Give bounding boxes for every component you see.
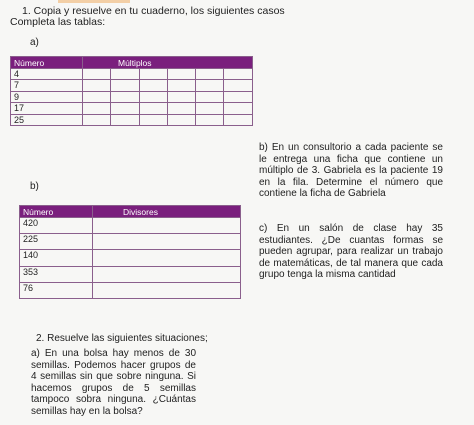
multiples-blank-cell <box>83 80 111 91</box>
multiples-blank-cell <box>111 80 139 91</box>
multiples-row-number: 17 <box>11 103 83 114</box>
multiples-blank-cell <box>196 114 224 125</box>
label-b: b) <box>30 181 39 192</box>
multiples-blank-cell <box>139 91 167 102</box>
divisors-header-number: Número <box>20 206 93 218</box>
divisors-header-row <box>20 206 241 218</box>
multiples-row-number: 4 <box>11 69 83 80</box>
divisors-row <box>20 234 241 250</box>
divisors-blank-cell <box>93 218 241 234</box>
multiples-blank-cell <box>111 69 139 80</box>
divisors-row-number: 76 <box>20 282 93 298</box>
multiples-blank-cell <box>111 91 139 102</box>
problem-c-text: c) En un salón de clase hay 35 estudiantes. ¿De cuantas formas se pueden agrupar, para realizar un trabajo de matemáticas, de tal manera que cada grupo tenga la misma cantidad <box>259 223 443 280</box>
multiples-blank-cell <box>196 80 224 91</box>
multiples-header-number: Número <box>11 57 83 69</box>
instruction-subheading: Completa las tablas: <box>10 16 106 28</box>
divisors-row <box>20 282 241 298</box>
multiples-blank-cell <box>167 69 195 80</box>
divisors-row <box>20 250 241 266</box>
multiples-blank-cell <box>111 103 139 114</box>
multiples-blank-cell <box>224 80 253 91</box>
multiples-blank-cell <box>196 103 224 114</box>
divisors-table <box>19 205 241 299</box>
top-highlight <box>58 0 130 3</box>
multiples-blank-cell <box>139 69 167 80</box>
multiples-blank-cell <box>83 114 111 125</box>
divisors-row <box>20 266 241 282</box>
multiples-table <box>10 56 253 126</box>
divisors-row-number: 140 <box>20 250 93 266</box>
multiples-row <box>11 114 253 125</box>
multiples-blank-cell <box>224 103 253 114</box>
divisors-header-divisors: Divisores <box>93 206 241 218</box>
divisors-row-number: 353 <box>20 266 93 282</box>
multiples-blank-cell <box>167 80 195 91</box>
multiples-blank-cell <box>167 114 195 125</box>
multiples-blank-cell <box>224 114 253 125</box>
divisors-blank-cell <box>93 234 241 250</box>
multiples-blank-cell <box>224 91 253 102</box>
divisors-row-number: 420 <box>20 218 93 234</box>
multiples-row <box>11 80 253 91</box>
multiples-blank-cell <box>83 69 111 80</box>
multiples-header-multiples: Múltiplos <box>83 57 253 69</box>
multiples-blank-cell <box>224 69 253 80</box>
multiples-blank-cell <box>196 91 224 102</box>
divisors-blank-cell <box>93 266 241 282</box>
multiples-blank-cell <box>196 69 224 80</box>
divisors-row-number: 225 <box>20 234 93 250</box>
multiples-blank-cell <box>167 103 195 114</box>
multiples-blank-cell <box>83 103 111 114</box>
problem-2a-text: a) En una bolsa hay menos de 30 semillas. Podemos hacer grupos de 4 semillas sin que sobre ninguna. Si hacemos grupos de 5 semillas tampoco sobra ninguna. ¿Cuántas semillas hay en la bolsa? <box>31 348 196 417</box>
section-2-title: 2. Resuelve las siguientes situaciones; <box>36 333 208 344</box>
multiples-blank-cell <box>139 103 167 114</box>
multiples-blank-cell <box>139 80 167 91</box>
multiples-row-number: 9 <box>11 91 83 102</box>
divisors-row <box>20 218 241 234</box>
problem-b-text: b) En un consultorio a cada paciente se le entrega una ficha que contiene un múltiplo de 3. Gabriela es la paciente 19 en la fila. Determine el número que contiene la ficha de Gabriela <box>259 142 443 199</box>
multiples-header-row <box>11 57 253 69</box>
multiples-blank-cell <box>167 91 195 102</box>
instruction-heading: 1. Copia y resuelve en tu cuaderno, los siguientes casos <box>22 5 285 17</box>
multiples-row-number: 7 <box>11 80 83 91</box>
multiples-blank-cell <box>139 114 167 125</box>
multiples-row <box>11 103 253 114</box>
multiples-row <box>11 91 253 102</box>
multiples-blank-cell <box>111 114 139 125</box>
multiples-blank-cell <box>83 91 111 102</box>
divisors-blank-cell <box>93 282 241 298</box>
divisors-blank-cell <box>93 250 241 266</box>
label-a: a) <box>30 37 39 48</box>
multiples-row-number: 25 <box>11 114 83 125</box>
multiples-row <box>11 69 253 80</box>
